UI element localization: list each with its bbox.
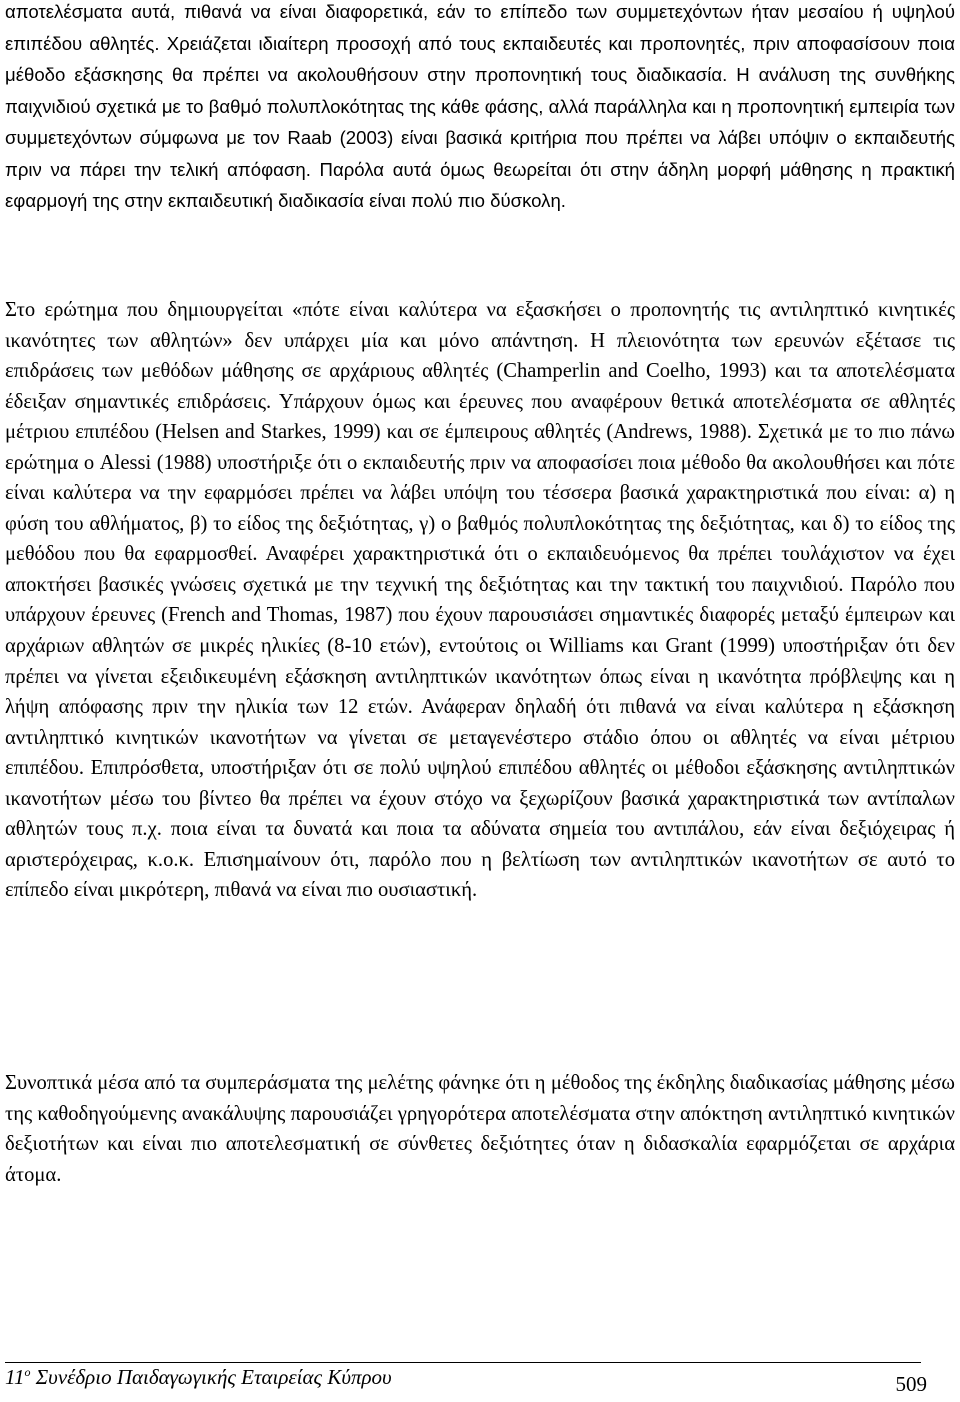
page-number: 509 [895,1372,927,1396]
conference-title [5,1363,392,1391]
paragraph-1-text: αποτελέσματα αυτά, πιθανά να είναι διαφορετικά, εάν το επίπεδο των συμμετεχόντων ήταν μεσαίου ή υψηλού επιπέδου αθλητές. Χρειάζεται ιδιαίτερη προσοχή από τους εκπαιδευτές και προπονητές, πριν αποφασίσουν ποια μέθοδο εξάσκησης θα πρέπει να ακολουθήσουν στην προπονητική τους διαδικασία. Η ανάλυση της συνθήκης παιχνιδιού σχετικά με το βαθμό πολυπλοκότητας της κάθε φάσης, αλλά παράλληλα και η προπονητική εμπειρία των συμμετεχόντων σύμφωνα με τον Raab (2003) είναι βασικά κριτήρια που πρέπει να λάβει υπόψιν ο εκπαιδευτής πριν να πάρει την τελική απόφαση. Παρόλα αυτά όμως θεωρείται ότι στην άδηλη μορφή μάθησης η πρακτική εφαρμογή της στην εκπαιδευτική διαδικασία είναι πολύ πιο δύσκολη. [5,1,955,211]
conference-ordinal: ο [24,1365,31,1379]
body-paragraph-3: Συνοπτικά μέσα από τα συμπεράσματα της μελέτης φάνηκε ότι η μέθοδος της έκδηλης διαδικασίας μάθησης μέσω της καθοδηγούμενης ανακάλυψης παρουσιάζει γρηγορότερα αποτελέσματα στην απόκτηση αντιληπτικό κινητικών δεξιοτήτων και είναι πιο αποτελεσματική σε σύνθετες δεξιότητες όταν η διδασκαλία εφαρμόζεται σε αρχάρια άτομα. [5,1072,955,1186]
page-footer [5,1362,927,1402]
body-paragraph-2: Στο ερώτημα που δημιουργείται «πότε είναι καλύτερα να εξασκήσει ο προπονητής τις αντιληπτικό κινητικές ικανότητες των αθλητών» δεν υπάρχει μία και μόνο απάντηση. Η πλειονότητα των ερευνών εξέτασε τις επιδράσεις των μεθόδων μάθησης σε αρχάριους αθλητές (Champerlin and Coelho, 1993) και τα αποτελέσματα έδειξαν σημαντικές επιδράσεις. Υπάρχουν όμως και έρευνες που αναφέρουν θετικά αποτελέσματα σε αθλητές μέτριου επιπέδου (Helsen and Starkes, 1999) και σε έμπειρους αθλητές (Andrews, 1988). Σχετικά με το πιο πάνω ερώτημα ο Alessi (1988) υποστήριξε ότι ο εκπαιδευτής πριν να αποφασίσει ποια μέθοδο θα ακολουθήσει και πότε είναι καλύτερα να την εφαρμόσει πρέπει να λάβει υπόψη του τέσσερα βασικά χαρακτηριστικά που είναι: α) η φύση του αθλήματος, β) το είδος της δεξιότητας, γ) ο βαθμός πολυπλοκότητας της δεξιότητας, και δ) το είδος της μεθόδου που θα εφαρμοσθεί. Αναφέρει χαρακτηριστικά ότι ο εκπαιδευόμενος θα πρέπει τουλάχιστον να έχει αποκτήσει βασικές γνώσεις σχετικά με την τεχνική της δεξιότητας και την τακτική του παιχνιδιού. Παρόλο που υπάρχουν έρευνες (French and Thomas, 1987) που έχουν παρουσιάσει σημαντικές διαφορές μεταξύ έμπειρων και αρχάριων αθλητών σε μικρές ηλικίες (8-10 ετών), εντούτοις οι Williams και Grant (1999) υποστήριξαν ότι δεν πρέπει να γίνεται εξειδικευμένη εξάσκηση αντιληπτικών ικανότητων όπως είναι η ικανότητα πρόβλεψης και η λήψη απόφασης πριν την ηλικία των 12 ετών. Ανάφεραν δηλαδή ότι πιθανά να είναι καλύτερα η εξάσκηση αντιληπτικό κινητικών ικανοτήτων να γίνεται σε μεταγενέστερο στάδιο όπου οι αθλητές να είναι μέτριου επιπέδου. Επιπρόσθετα, υποστήριξαν ότι σε πολύ υψηλού επιπέδου αθλητές οι μέθοδοι εξάσκησης αντιληπτικών ικανοτήτων μέσω του βίντεο θα πρέπει να έχουν στόχο να ξεχωρίζουν βασικά χαρακτηριστικά των αντίπαλων αθλητών τους π.χ. ποια είναι τα δυνατά και ποια τα αδύνατα σημεία του αντιπάλου, εάν είναι δεξιόχειρας ή αριστερόχειρας, κ.ο.κ. Επισημαίνουν ότι, παρόλο που η βελτίωση των αντιληπτικών ικανοτήτων σε αυτό το επίπεδο είναι μικρότερη, πιθανά να είναι πιο ουσιαστική. [5,299,955,902]
body-paragraph-1 [5,0,955,217]
conference-name: Συνέδριο Παιδαγωγικής Εταιρείας Κύπρου [30,1365,392,1389]
conference-number: 11 [5,1365,25,1389]
